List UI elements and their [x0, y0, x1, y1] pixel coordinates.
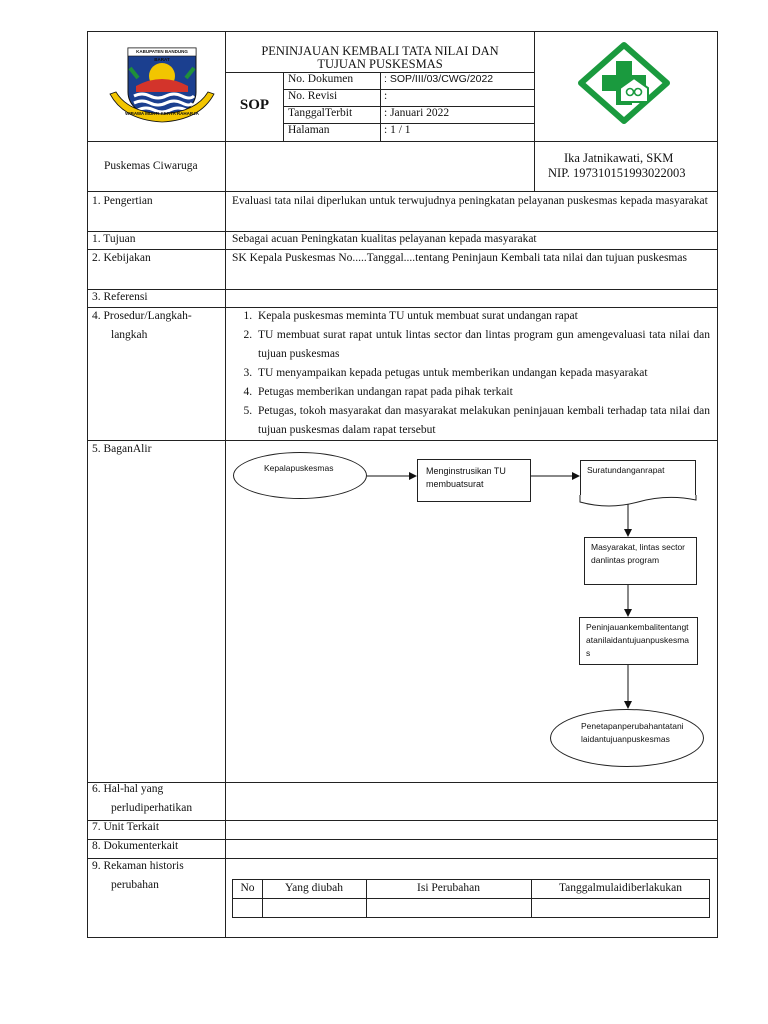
- line-after-bagan: [87, 782, 718, 783]
- sop-label: SOP: [239, 97, 270, 113]
- history-header-no: No: [240, 882, 255, 894]
- meta-label-halaman: Halaman: [288, 124, 330, 136]
- line-after-hal: [87, 820, 718, 821]
- label-tujuan: 1. Tujuan: [92, 233, 136, 245]
- flow-end-ellipse: Penetapanperubahantatanilaidantujuanpuskesmas: [550, 709, 704, 767]
- value-kebijakan: SK Kepala Puskesmas No.....Tanggal....tentang Peninjaun Kembali tata nilai dan tujuan puskesmas: [232, 252, 687, 264]
- document-title-line1: PENINJAUAN KEMBALI TATA NILAI DAN: [261, 44, 499, 58]
- label-prosedur-line2: langkah: [111, 329, 148, 341]
- flow-doc-surat: Suratundanganrapat: [580, 460, 696, 498]
- document-title-line2: TUJUAN PUSKESMAS: [317, 57, 443, 71]
- label-dokumen-terkait: 8. Dokumenterkait: [92, 840, 179, 852]
- signer-name: Ika Jatnikawati, SKM: [564, 151, 674, 165]
- meta-label-tanggal: TanggalTerbit: [288, 107, 353, 119]
- org-name: Puskemas Ciwaruga: [104, 160, 198, 172]
- procedure-step-5: 5. Petugas, tokoh masyarakat dan masyarakat melakukan peninjauan kembali terhadap tata nilai dan tujuan puskesmas dalam rapat tersebut: [255, 402, 710, 440]
- meta-label-dokumen: No. Dokumen: [288, 73, 354, 85]
- label-hal-line2: perludiperhatikan: [111, 802, 193, 814]
- meta-value-dokumen: : SOP/III/03/CWG/2022: [384, 73, 494, 85]
- line-after-unit: [87, 839, 718, 840]
- seal-ribbon-text: WIBAWA MUKTI KERTA RAHARJA: [125, 111, 199, 116]
- flow-step-peninjauan: Peninjauankembalitentangtatanilaidantujuanpuskesmas: [579, 617, 698, 665]
- label-rekaman-line1: 9. Rekaman historis: [92, 860, 184, 872]
- label-kebijakan: 2. Kebijakan: [92, 252, 151, 264]
- value-pengertian: Evaluasi tata nilai diperlukan untuk terwujudnya peningkatan pelayanan puskesmas kepada masyarakat: [232, 195, 708, 207]
- label-unit-terkait: 7. Unit Terkait: [92, 821, 160, 833]
- label-referensi: 3. Referensi: [92, 291, 148, 303]
- label-prosedur-line1: 4. Prosedur/Langkah-: [92, 310, 192, 322]
- label-pengertian: 1. Pengertian: [92, 195, 153, 207]
- history-header-yang-diubah: Yang diubah: [285, 882, 343, 894]
- procedure-step-1: 1. Kepala puskesmas meminta TU untuk membuat surat undangan rapat: [255, 307, 710, 326]
- procedure-step-2: 2. TU membuat surat rapat untuk lintas sector dan lintas program gun amengevaluasi tata nilai dan tujuan puskesmas: [255, 326, 710, 364]
- procedure-step-3: 3. TU menyampaikan kepada petugas untuk memberikan undangan kepada masyarakat: [255, 364, 710, 383]
- signer-nip: NIP. 197310151993022003: [548, 166, 686, 180]
- procedure-step-4: 4. Petugas memberikan undangan rapat pada pihak terkait: [255, 383, 710, 402]
- seal-banner-text: KABUPATEN BANDUNG BARAT: [136, 49, 188, 62]
- history-header-tanggal: Tanggalmulaidiberlakukan: [558, 882, 683, 894]
- history-table: [232, 879, 710, 918]
- flow-step-masyarakat: Masyarakat, lintas sector danlintas program: [584, 537, 697, 585]
- label-rekaman-line2: perubahan: [111, 879, 159, 891]
- history-header-isi: Isi Perubahan: [417, 882, 480, 894]
- label-bagan-alir: 5. BaganAlir: [92, 443, 152, 455]
- meta-label-revisi: No. Revisi: [288, 90, 338, 102]
- flow-start-ellipse: Kepalapuskesmas: [233, 452, 367, 499]
- label-hal-line1: 6. Hal-hal yang: [92, 783, 164, 795]
- meta-value-revisi: :: [384, 90, 388, 102]
- flow-step-instruksi: Menginstrusikan TU membuatsurat: [417, 459, 531, 502]
- history-header-line: [233, 898, 710, 899]
- value-tujuan: Sebagai acuan Peningkatan kualitas pelayanan kepada masyarakat: [232, 233, 537, 245]
- meta-value-tanggal: : Januari 2022: [384, 107, 450, 119]
- meta-value-halaman: : 1 / 1: [384, 124, 411, 136]
